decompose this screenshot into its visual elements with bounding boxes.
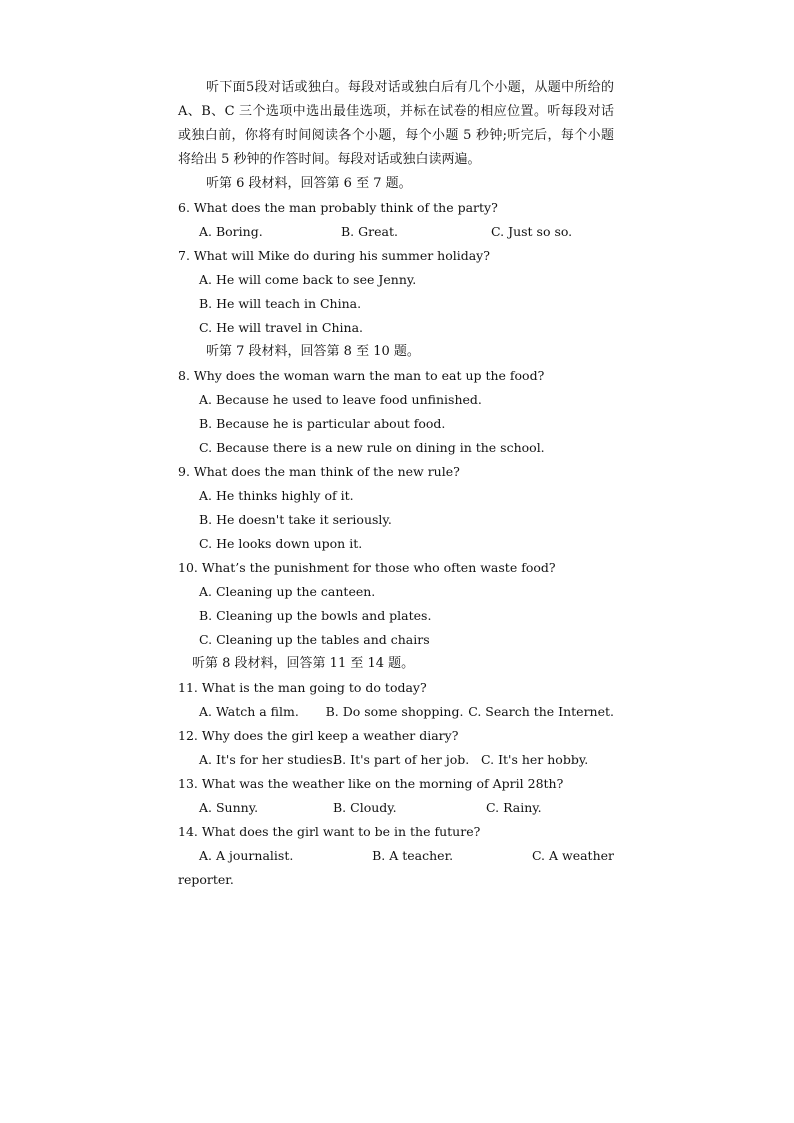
section-heading-6: 听第 6 段材料，回答第 6 至 7 题。 xyxy=(206,176,412,191)
exam-page xyxy=(178,76,614,892)
question-9-option-a: A. He thinks highly of it. xyxy=(199,488,354,503)
question-13-stem: 13. What was the weather like on the morning of April 28th? xyxy=(178,776,564,791)
question-14-option-c-continued: reporter. xyxy=(178,872,234,887)
question-11-option-a: A. Watch a film. xyxy=(199,704,299,719)
question-13-options xyxy=(178,796,614,820)
question-12-option-b: B. It's part of her job. xyxy=(333,752,470,767)
question-8-option-b: B. Because he is particular about food. xyxy=(199,416,446,431)
question-11-option-b: B. Do some shopping. xyxy=(325,704,464,719)
question-8-option-a: A. Because he used to leave food unfinished. xyxy=(199,392,482,407)
question-14-option-b: B. A teacher. xyxy=(372,848,454,863)
question-13-option-c: C. Rainy. xyxy=(486,800,542,815)
question-14-option-c: C. A weather xyxy=(531,848,614,863)
section-heading-7: 听第 7 段材料，回答第 8 至 10 题。 xyxy=(206,344,420,359)
question-12-stem: 12. Why does the girl keep a weather diary? xyxy=(178,728,459,743)
question-12-option-c: C. It's her hobby. xyxy=(481,752,589,767)
question-7-option-b: B. He will teach in China. xyxy=(199,296,362,311)
question-9-stem: 9. What does the man think of the new rule? xyxy=(178,464,460,479)
question-8-option-c: C. Because there is a new rule on dining in the school. xyxy=(199,440,545,455)
question-7-option-c: C. He will travel in China. xyxy=(199,320,363,335)
question-11-stem: 11. What is the man going to do today? xyxy=(178,680,427,695)
question-9-option-c: C. He looks down upon it. xyxy=(199,536,363,551)
section-heading-8: 听第 8 段材料，回答第 11 至 14 题。 xyxy=(192,656,415,671)
question-14-options xyxy=(178,844,614,868)
question-10-option-a: A. Cleaning up the canteen. xyxy=(199,584,376,599)
question-10-option-b: B. Cleaning up the bowls and plates. xyxy=(199,608,432,623)
question-13-option-a: A. Sunny. xyxy=(199,800,259,815)
question-6-options xyxy=(178,220,614,244)
question-11-options xyxy=(178,700,614,724)
question-14-option-a: A. A journalist. xyxy=(199,848,294,863)
question-10-option-c: C. Cleaning up the tables and chairs xyxy=(199,632,430,647)
question-9-option-b: B. He doesn't take it seriously. xyxy=(199,512,392,527)
question-11-option-c: C. Search the Internet. xyxy=(468,704,614,719)
question-7-option-a: A. He will come back to see Jenny. xyxy=(199,272,417,287)
question-10-stem: 10. What’s the punishment for those who often waste food? xyxy=(178,560,556,575)
question-6-stem: 6. What does the man probably think of the party? xyxy=(178,200,498,215)
question-6-option-a: A. Boring. xyxy=(199,224,263,239)
question-14-stem: 14. What does the girl want to be in the future? xyxy=(178,824,481,839)
question-6-option-c: C. Just so so. xyxy=(491,224,573,239)
question-13-option-b: B. Cloudy. xyxy=(333,800,397,815)
question-8-stem: 8. Why does the woman warn the man to eat up the food? xyxy=(178,368,545,383)
question-12-options xyxy=(178,748,614,772)
question-7-stem: 7. What will Mike do during his summer holiday? xyxy=(178,248,490,263)
instructions-paragraph: 听下面5段对话或独白。每段对话或独白后有几个小题，从题中所给的 A、B、C 三个选项中选出最佳选项，并标在试卷的相应位置。听每段对话或独白前，你将有时间阅读各个小题，每个小题 5 秒钟;听完后，每个小题将给出 5 秒钟的作答时间。每段对话或独白读两遍。 xyxy=(178,80,614,167)
question-6-option-b: B. Great. xyxy=(341,224,398,239)
question-12-option-a: A. It's for her studies. xyxy=(199,752,337,767)
